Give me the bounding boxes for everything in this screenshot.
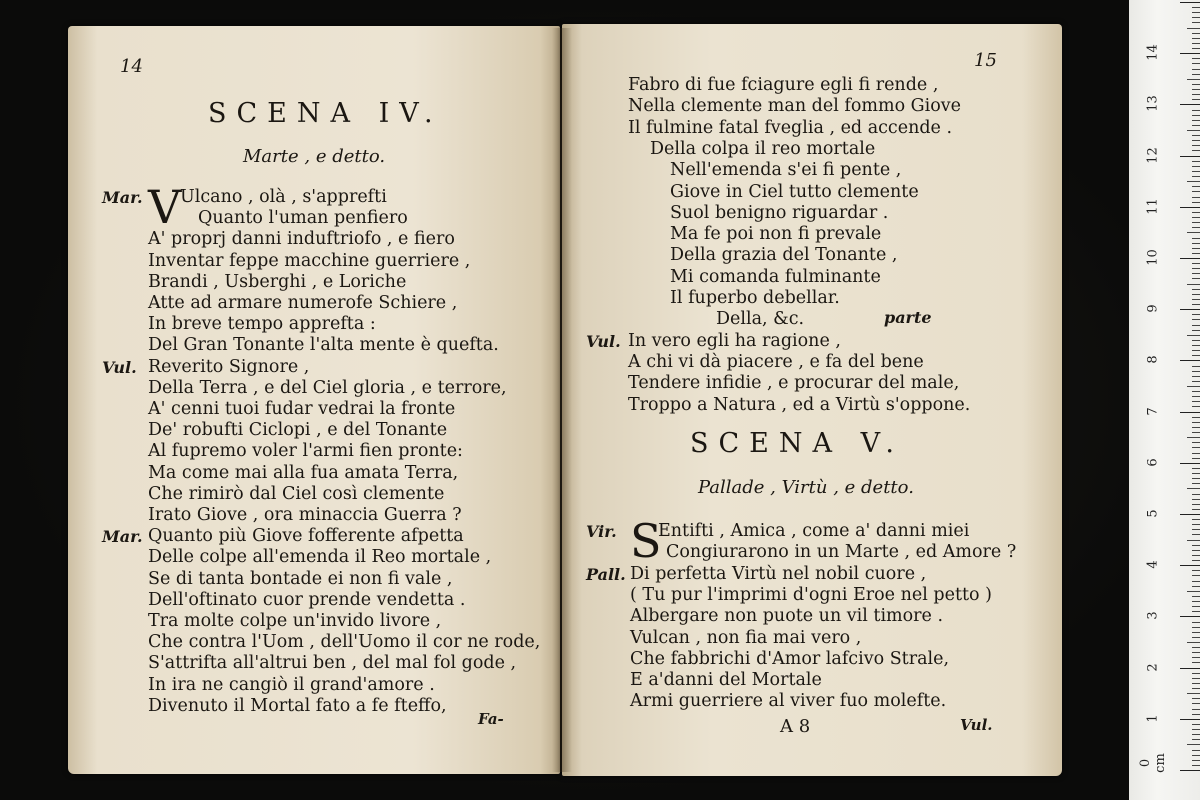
ruler-tick xyxy=(1192,268,1200,269)
ruler-tick xyxy=(1192,714,1200,715)
verse-line: Della, &c. xyxy=(716,309,805,330)
verse-line: Ma come mai alla fua amata Terra, xyxy=(148,462,459,483)
ruler-tick xyxy=(1192,499,1200,500)
verse-line: Della Terra , e del Ciel gloria , e terrore, xyxy=(148,377,507,398)
ruler-tick xyxy=(1192,366,1200,367)
scene-characters: Pallade , Virtù , e detto. xyxy=(698,477,914,498)
ruler-tick xyxy=(1192,202,1200,203)
left-page xyxy=(68,26,560,774)
ruler-tick xyxy=(1192,89,1200,90)
ruler-tick xyxy=(1192,453,1200,454)
verse-line: In vero egli ha ragione , xyxy=(628,330,841,351)
ruler-tick xyxy=(1192,345,1200,346)
ruler-tick xyxy=(1192,33,1200,34)
verse-line: Brandi , Usberghi , e Loriche xyxy=(148,271,407,292)
page-number: 15 xyxy=(974,50,997,71)
ruler-tick xyxy=(1192,427,1200,428)
verse-line: Quanto l'uman penfiero xyxy=(198,208,408,229)
verse-line: Della colpa il reo mortale xyxy=(650,138,876,159)
ruler-tick xyxy=(1192,273,1200,274)
ruler-tick xyxy=(1192,99,1200,100)
ruler-tick xyxy=(1192,468,1200,469)
ruler-label: 10 xyxy=(1145,249,1161,266)
verse-line: Entifti , Amica , come a' danni miei xyxy=(658,521,970,541)
verse-line: Armi guerriere al viver fuo molefte. xyxy=(630,691,947,712)
speaker-label: Mar. xyxy=(102,527,143,547)
verse-line: Divenuto il Mortal fato a fe fteffo, xyxy=(148,695,447,716)
ruler-tick xyxy=(1192,43,1200,44)
ruler-tick xyxy=(1192,161,1200,162)
verse-line: Inventar feppe macchine guerriere , xyxy=(148,250,471,271)
drop-capital: S xyxy=(630,514,662,568)
ruler-tick xyxy=(1192,12,1200,13)
ruler-tick xyxy=(1192,340,1200,341)
ruler-tick xyxy=(1180,616,1200,617)
ruler-tick xyxy=(1180,514,1200,515)
ruler-tick xyxy=(1180,53,1200,54)
ruler-tick xyxy=(1187,79,1200,80)
ruler-tick xyxy=(1187,335,1200,336)
verse-line: Irato Giove , ora minaccia Guerra ? xyxy=(148,505,462,525)
ruler-tick xyxy=(1192,760,1200,761)
scene-title: SCENA V. xyxy=(690,428,904,459)
ruler-tick xyxy=(1192,755,1200,756)
verse-line: A' cenni tuoi fudar vedrai la fronte xyxy=(148,399,456,419)
ruler-tick xyxy=(1192,166,1200,167)
ruler-tick xyxy=(1192,125,1200,126)
verse-line: Dell'oftinato cuor prende vendetta . xyxy=(148,589,466,610)
ruler-tick xyxy=(1180,565,1200,566)
ruler-tick xyxy=(1187,232,1200,233)
ruler-tick xyxy=(1192,238,1200,239)
verse-line: Del Gran Tonante l'alta mente è quefta. xyxy=(148,335,499,356)
ruler-tick xyxy=(1192,422,1200,423)
ruler-tick xyxy=(1192,381,1200,382)
ruler-tick xyxy=(1192,197,1200,198)
ruler-tick xyxy=(1192,622,1200,623)
ruler-tick xyxy=(1192,729,1200,730)
ruler-tick xyxy=(1180,412,1200,413)
ruler-tick xyxy=(1192,734,1200,735)
ruler-tick xyxy=(1187,437,1200,438)
ruler-tick xyxy=(1192,186,1200,187)
ruler-tick xyxy=(1192,84,1200,85)
ruler-tick xyxy=(1192,703,1200,704)
verse-line: Tendere infidie , e procurar del male, xyxy=(628,373,960,394)
speaker-label: Mar. xyxy=(102,188,143,207)
drop-capital: V xyxy=(148,180,182,234)
verse-line: Il fuperbo debellar. xyxy=(670,288,840,308)
ruler-tick xyxy=(1192,58,1200,59)
ruler-tick xyxy=(1192,289,1200,290)
ruler-label: 8 xyxy=(1145,355,1161,365)
ruler-tick xyxy=(1180,770,1200,771)
catchword: Vul. xyxy=(960,716,993,734)
ruler-tick xyxy=(1192,396,1200,397)
ruler-tick xyxy=(1192,294,1200,295)
ruler-tick xyxy=(1187,130,1200,131)
ruler-tick xyxy=(1192,176,1200,177)
ruler-tick xyxy=(1192,94,1200,95)
ruler-tick xyxy=(1192,647,1200,648)
ruler-tick xyxy=(1192,442,1200,443)
ruler-tick xyxy=(1192,401,1200,402)
ruler-tick xyxy=(1192,545,1200,546)
verse-line: Albergare non puote un vil timore . xyxy=(630,606,944,627)
ruler-tick xyxy=(1192,319,1200,320)
ruler-tick xyxy=(1192,632,1200,633)
ruler-label: 5 xyxy=(1145,509,1161,518)
ruler-tick xyxy=(1192,637,1200,638)
verse-line: Il fulmine fatal fveglia , ed accende . xyxy=(628,117,953,138)
ruler-tick xyxy=(1192,314,1200,315)
ruler-tick xyxy=(1180,207,1200,208)
ruler-tick xyxy=(1187,693,1200,694)
book-gutter xyxy=(552,28,572,772)
ruler-tick xyxy=(1192,750,1200,751)
ruler-tick xyxy=(1192,145,1200,146)
ruler-tick xyxy=(1192,586,1200,587)
verse-line: ( Tu pur l'imprimi d'ogni Eroe nel petto ) xyxy=(630,584,992,605)
ruler-tick xyxy=(1192,48,1200,49)
verse-line: Quanto più Giove fofferente afpetta xyxy=(148,526,464,547)
verse-line: Nell'emenda s'ei fi pente , xyxy=(670,160,902,181)
ruler-tick xyxy=(1192,391,1200,392)
ruler-tick xyxy=(1192,447,1200,448)
ruler-tick xyxy=(1192,191,1200,192)
ruler-tick xyxy=(1192,524,1200,525)
ruler-tick xyxy=(1192,227,1200,228)
ruler-label: 11 xyxy=(1145,198,1161,215)
ruler-tick xyxy=(1187,284,1200,285)
ruler-label: 12 xyxy=(1145,146,1161,164)
ruler-tick xyxy=(1192,673,1200,674)
ruler-tick xyxy=(1192,299,1200,300)
ruler-tick xyxy=(1192,709,1200,710)
ruler-tick xyxy=(1192,7,1200,8)
ruler-tick xyxy=(1192,432,1200,433)
ruler-tick xyxy=(1192,371,1200,372)
ruler-tick xyxy=(1192,534,1200,535)
verse-line: Se di tanta bontade ei non fi vale , xyxy=(148,568,453,589)
ruler-tick xyxy=(1192,529,1200,530)
verse-line: In ira ne cangiò il grand'amore . xyxy=(148,674,435,695)
ruler-tick xyxy=(1192,509,1200,510)
ruler-tick xyxy=(1192,115,1200,116)
ruler-tick xyxy=(1187,488,1200,489)
verse-line: Suol benigno riguardar . xyxy=(670,202,889,223)
ruler-tick xyxy=(1180,309,1200,310)
verse-line: Di perfetta Virtù nel nobil cuore , xyxy=(630,563,927,584)
ruler-tick xyxy=(1192,504,1200,505)
ruler-tick xyxy=(1192,483,1200,484)
ruler-tick xyxy=(1192,17,1200,18)
ruler-tick xyxy=(1192,38,1200,39)
ruler-tick xyxy=(1192,248,1200,249)
ruler-tick xyxy=(1192,581,1200,582)
right-page xyxy=(562,24,1062,776)
verse-line: E a'danni del Mortale xyxy=(630,670,822,691)
ruler-tick xyxy=(1192,120,1200,121)
speaker-label: Vul. xyxy=(586,331,621,351)
speaker-label: Vul. xyxy=(102,357,137,377)
ruler-label: 3 xyxy=(1145,611,1161,621)
ruler-tick xyxy=(1192,150,1200,151)
ruler-tick xyxy=(1192,724,1200,725)
ruler-tick xyxy=(1192,570,1200,571)
ruler-tick xyxy=(1192,473,1200,474)
ruler-tick xyxy=(1192,627,1200,628)
ruler-label: 14 xyxy=(1145,44,1161,61)
ruler-tick xyxy=(1192,304,1200,305)
ruler-label: 7 xyxy=(1145,406,1161,416)
verse-line: Delle colpe all'emenda il Reo mortale , xyxy=(148,547,492,568)
verse-line: Fabro di fue fciagure egli fi rende , xyxy=(628,75,939,95)
ruler-tick xyxy=(1180,156,1200,157)
ruler-tick xyxy=(1192,140,1200,141)
ruler-label: 13 xyxy=(1145,95,1161,113)
ruler-tick xyxy=(1192,350,1200,351)
ruler-tick xyxy=(1192,478,1200,479)
ruler-tick xyxy=(1192,596,1200,597)
verse-line: Vulcan , non fia mai vero , xyxy=(630,627,862,648)
verse-line: Della grazia del Tonante , xyxy=(670,245,898,266)
ruler-tick xyxy=(1192,555,1200,556)
ruler-tick xyxy=(1192,657,1200,658)
ruler-tick xyxy=(1192,63,1200,64)
verse-line: Che rimirò dal Ciel così clemente xyxy=(148,483,445,504)
ruler-tick xyxy=(1192,652,1200,653)
ruler-tick xyxy=(1192,278,1200,279)
verse-line: Atte ad armare numerofe Schiere , xyxy=(148,293,458,313)
ruler-label: 2 xyxy=(1145,662,1161,672)
scene-characters: Marte , e detto. xyxy=(243,146,386,167)
ruler-tick xyxy=(1192,69,1200,70)
scene-title: SCENA IV. xyxy=(208,98,443,129)
verse-line: De' robufti Ciclopi , e del Tonante xyxy=(148,420,448,441)
ruler-tick xyxy=(1192,376,1200,377)
ruler-tick xyxy=(1187,28,1200,29)
ruler-tick xyxy=(1192,683,1200,684)
verse-line: In breve tempo apprefta : xyxy=(148,314,376,335)
verse-line: Congiurarono in un Marte , ed Amore ? xyxy=(666,542,1017,563)
ruler-tick xyxy=(1192,611,1200,612)
speaker-label: Pall. xyxy=(586,564,626,584)
ruler-tick xyxy=(1192,519,1200,520)
ruler-label: 0 cm xyxy=(1138,753,1168,773)
verse-line: Troppo a Natura , ed a Virtù s'oppone. xyxy=(628,394,971,415)
ruler-tick xyxy=(1187,642,1200,643)
ruler-tick xyxy=(1192,606,1200,607)
ruler-label: 1 xyxy=(1145,714,1161,723)
ruler-tick xyxy=(1187,591,1200,592)
ruler-tick xyxy=(1180,719,1200,720)
ruler-tick xyxy=(1192,575,1200,576)
verse-line: Ma fe poi non fi prevale xyxy=(670,224,882,245)
ruler-tick xyxy=(1192,601,1200,602)
ruler-tick xyxy=(1192,765,1200,766)
ruler-tick xyxy=(1192,212,1200,213)
ruler-tick xyxy=(1180,104,1200,105)
ruler-tick xyxy=(1180,360,1200,361)
ruler-label: 9 xyxy=(1145,304,1161,313)
verse-line: Reverito Signore , xyxy=(148,356,310,377)
ruler-tick xyxy=(1192,74,1200,75)
ruler-tick xyxy=(1192,22,1200,23)
ruler-tick xyxy=(1192,355,1200,356)
verse-line: Nella clemente man del fommo Giove xyxy=(628,96,962,117)
ruler-tick xyxy=(1192,263,1200,264)
stage-direction: parte xyxy=(884,308,932,327)
ruler-tick xyxy=(1180,2,1200,3)
ruler-tick xyxy=(1187,744,1200,745)
page-number: 14 xyxy=(120,56,143,77)
ruler-tick xyxy=(1192,494,1200,495)
verse-line: Che fabbrichi d'Amor lafcivo Strale, xyxy=(630,648,950,669)
ruler-tick xyxy=(1180,463,1200,464)
verse-line: Giove in Ciel tutto clemente xyxy=(670,181,919,202)
ruler-label: 4 xyxy=(1145,560,1161,569)
ruler-label: 6 xyxy=(1145,458,1161,467)
signature-mark: A 8 xyxy=(780,716,811,737)
ruler-tick xyxy=(1192,550,1200,551)
verse-line: Ulcano , olà , s'apprefti xyxy=(180,187,387,207)
ruler-tick xyxy=(1192,171,1200,172)
ruler-tick xyxy=(1192,688,1200,689)
verse-line: A chi vi dà piacere , e fa del bene xyxy=(628,351,924,372)
ruler-tick xyxy=(1192,217,1200,218)
ruler-tick xyxy=(1187,386,1200,387)
verse-line: S'attrifta all'altrui ben , del mal fol gode , xyxy=(148,653,517,674)
verse-line: Al fupremo voler l'armi fien pronte: xyxy=(148,441,463,462)
verse-line: Che contra l'Uom , dell'Uomo il cor ne rode, xyxy=(148,632,541,653)
ruler-tick xyxy=(1192,325,1200,326)
ruler-tick xyxy=(1192,560,1200,561)
ruler-tick xyxy=(1192,406,1200,407)
ruler-tick xyxy=(1192,739,1200,740)
measuring-ruler xyxy=(1129,0,1200,800)
speaker-label: Vir. xyxy=(586,522,617,541)
ruler-tick xyxy=(1192,243,1200,244)
ruler-tick xyxy=(1192,222,1200,223)
ruler-tick xyxy=(1192,458,1200,459)
ruler-tick xyxy=(1180,258,1200,259)
ruler-tick xyxy=(1192,253,1200,254)
ruler-tick xyxy=(1192,662,1200,663)
catchword: Fa- xyxy=(478,710,504,728)
ruler-tick xyxy=(1192,110,1200,111)
ruler-tick xyxy=(1187,540,1200,541)
ruler-tick xyxy=(1192,330,1200,331)
ruler-tick xyxy=(1192,698,1200,699)
ruler-tick xyxy=(1180,668,1200,669)
verse-line: A' proprj danni induftriofo , e fiero xyxy=(148,229,455,250)
ruler-tick xyxy=(1192,678,1200,679)
ruler-tick xyxy=(1192,417,1200,418)
ruler-tick xyxy=(1187,181,1200,182)
verse-line: Tra molte colpe un'invido livore , xyxy=(148,611,442,631)
ruler-tick xyxy=(1192,135,1200,136)
verse-line: Mi comanda fulminante xyxy=(670,266,881,287)
